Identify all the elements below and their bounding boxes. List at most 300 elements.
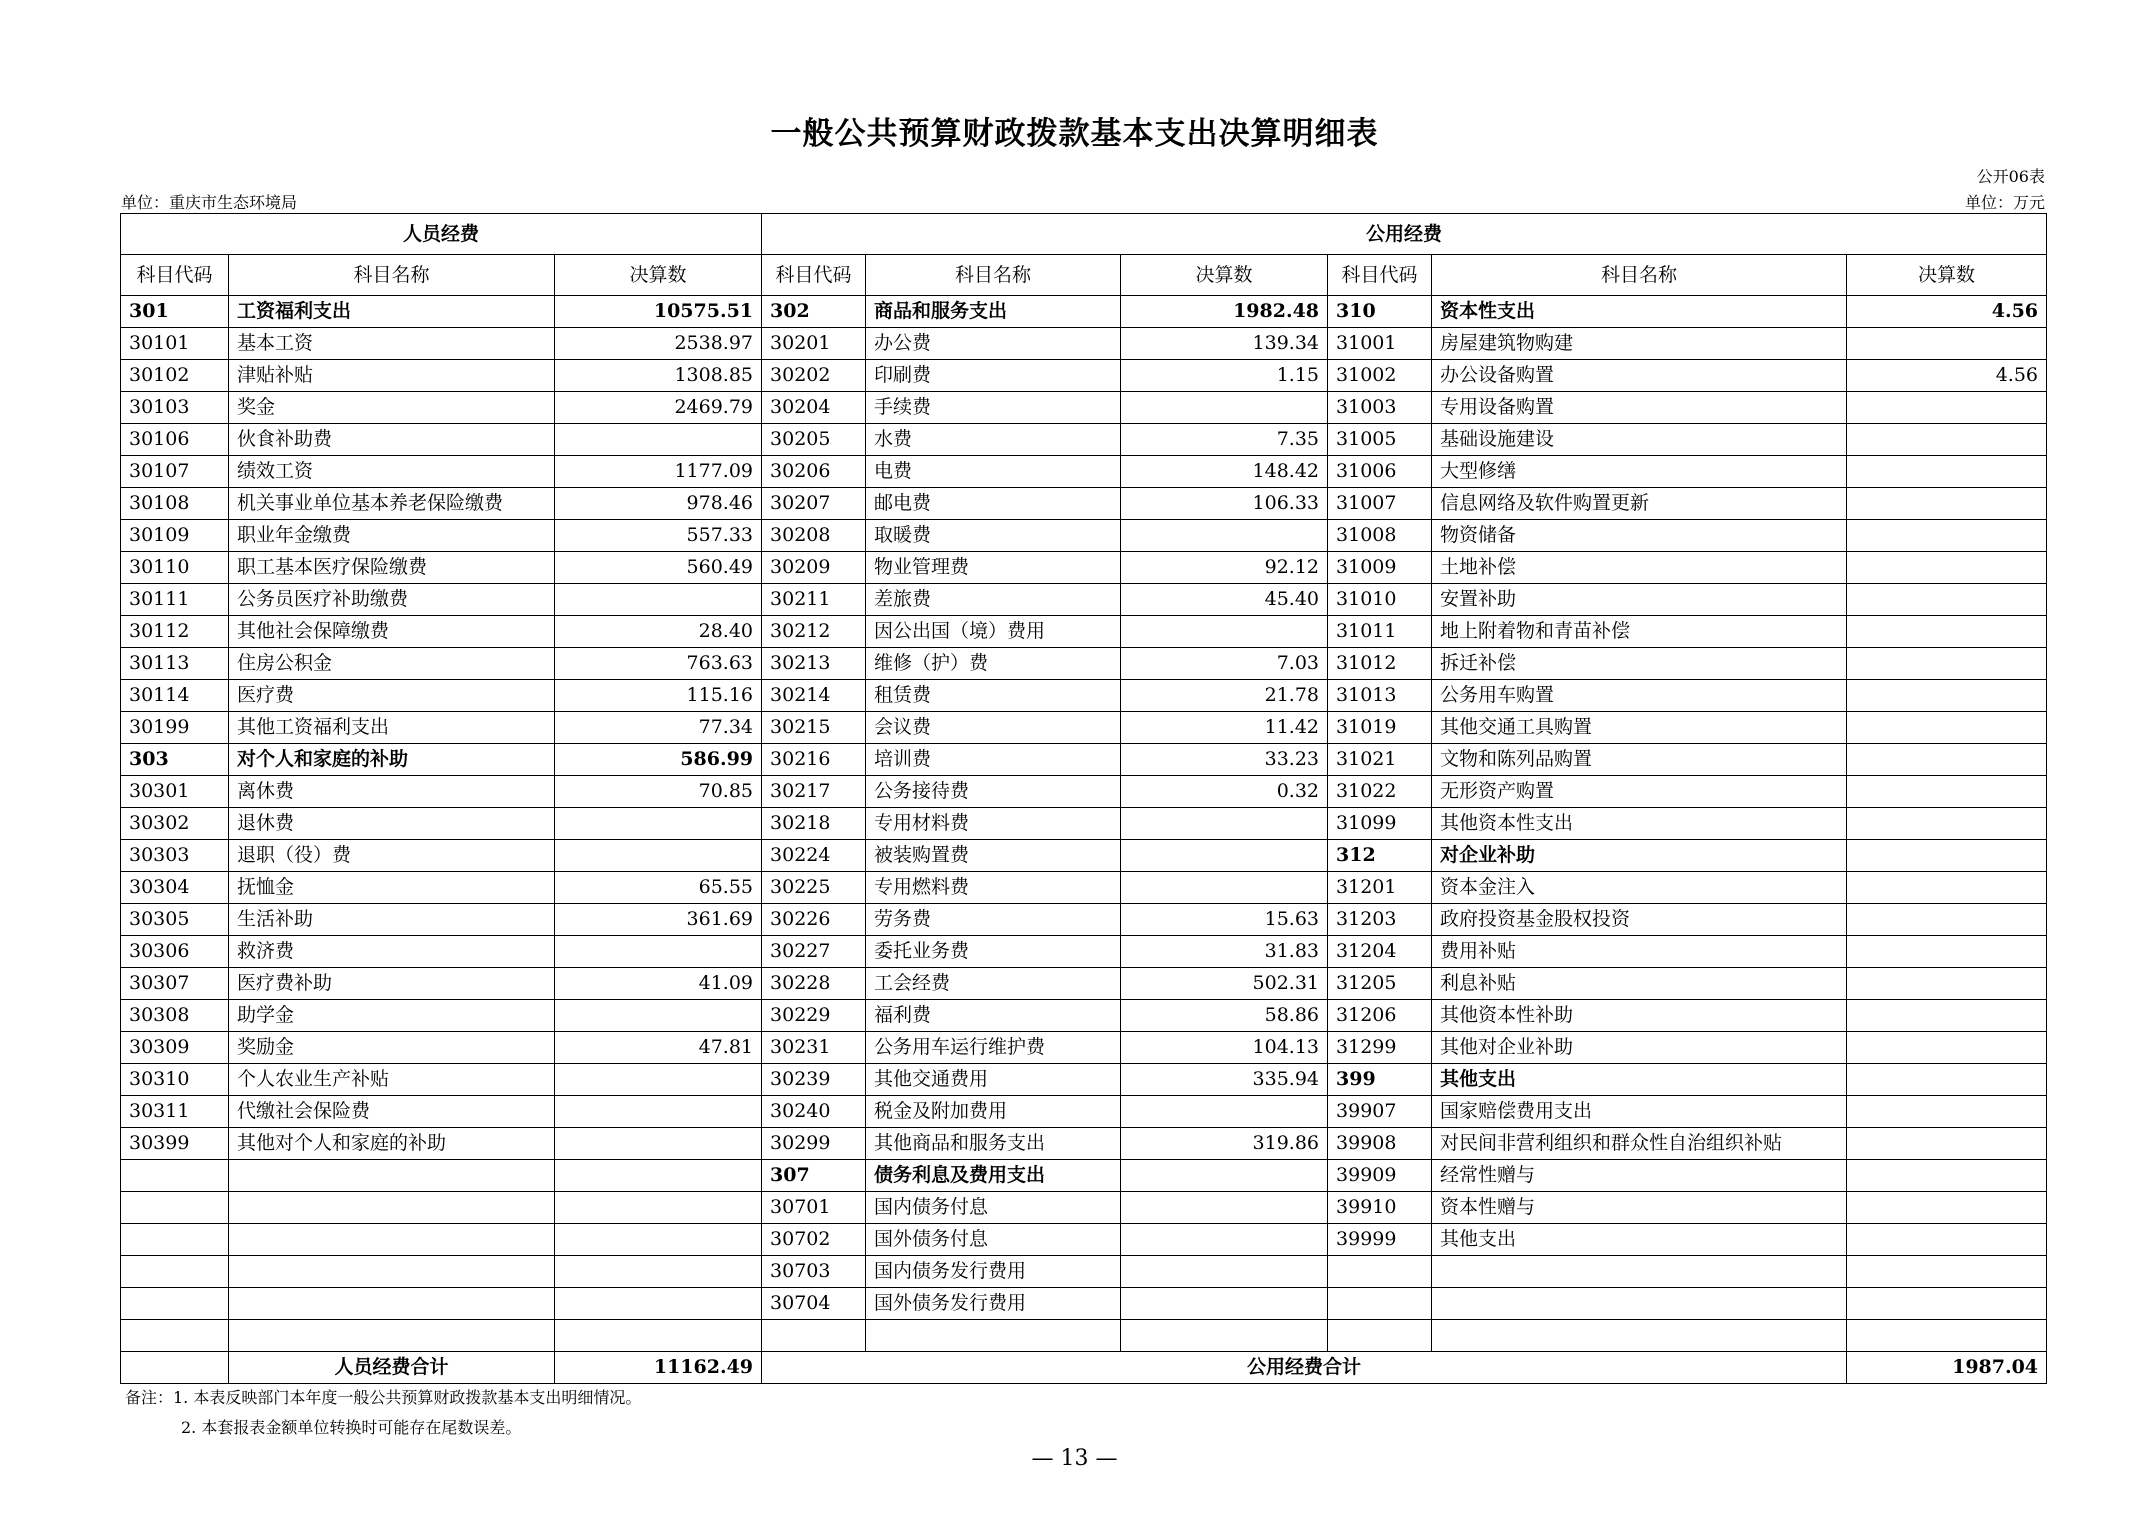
cell-amount: 115.16 — [555, 680, 762, 712]
cell-name — [229, 1256, 555, 1288]
cell-amount: 4.56 — [1847, 296, 2047, 328]
cell-amount — [1847, 1128, 2047, 1160]
cell-code: 30303 — [121, 840, 229, 872]
cell-code: 30106 — [121, 424, 229, 456]
cell-name: 办公费 — [866, 328, 1121, 360]
cell-code: 31012 — [1328, 648, 1432, 680]
cell-amount — [1847, 872, 2047, 904]
cell-amount — [555, 1288, 762, 1320]
cell-name: 住房公积金 — [229, 648, 555, 680]
cell-amount: 148.42 — [1121, 456, 1328, 488]
cell-name: 其他交通费用 — [866, 1064, 1121, 1096]
cell-amount: 4.56 — [1847, 360, 2047, 392]
cell-code — [121, 1192, 229, 1224]
cell-amount — [555, 1224, 762, 1256]
cell-name: 公务用车运行维护费 — [866, 1032, 1121, 1064]
cell-code: 31205 — [1328, 968, 1432, 1000]
cell-code: 30216 — [762, 744, 866, 776]
cell-code: 31003 — [1328, 392, 1432, 424]
total-personnel-label: 人员经费合计 — [229, 1352, 555, 1384]
cell-code: 30240 — [762, 1096, 866, 1128]
cell-name: 奖金 — [229, 392, 555, 424]
cell-amount — [1847, 1224, 2047, 1256]
cell-amount — [1121, 392, 1328, 424]
cell-name — [1432, 1288, 1847, 1320]
total-public-value: 1987.04 — [1847, 1352, 2047, 1384]
cell-name: 其他支出 — [1432, 1064, 1847, 1096]
table-row — [121, 1064, 2047, 1096]
cell-name: 抚恤金 — [229, 872, 555, 904]
table-row — [121, 360, 2047, 392]
cell-amount — [1121, 1192, 1328, 1224]
cell-name: 其他对企业补助 — [1432, 1032, 1847, 1064]
cell-name: 安置补助 — [1432, 584, 1847, 616]
cell-code: 30399 — [121, 1128, 229, 1160]
total-public-label: 公用经费合计 — [762, 1352, 1847, 1384]
cell-amount — [1847, 584, 2047, 616]
cell-amount — [1847, 1256, 2047, 1288]
cell-name: 利息补贴 — [1432, 968, 1847, 1000]
table-row — [121, 520, 2047, 552]
cell-name — [866, 1320, 1121, 1352]
cell-code: 30212 — [762, 616, 866, 648]
cell-amount — [1847, 680, 2047, 712]
cell-amount: 1.15 — [1121, 360, 1328, 392]
table-row — [121, 1320, 2047, 1352]
cell-code: 30224 — [762, 840, 866, 872]
cell-code: 310 — [1328, 296, 1432, 328]
cell-code — [121, 1224, 229, 1256]
table-row — [121, 680, 2047, 712]
cell-name: 文物和陈列品购置 — [1432, 744, 1847, 776]
cell-name: 国内债务付息 — [866, 1192, 1121, 1224]
cell-amount — [1121, 808, 1328, 840]
cell-name: 救济费 — [229, 936, 555, 968]
cell-code: 31021 — [1328, 744, 1432, 776]
cell-amount — [555, 1096, 762, 1128]
cell-code: 30202 — [762, 360, 866, 392]
cell-name: 机关事业单位基本养老保险缴费 — [229, 488, 555, 520]
cell-amount: 361.69 — [555, 904, 762, 936]
total-spacer-cell — [121, 1352, 229, 1384]
cell-amount — [1121, 1160, 1328, 1192]
table-row — [121, 808, 2047, 840]
cell-amount: 139.34 — [1121, 328, 1328, 360]
cell-name: 其他工资福利支出 — [229, 712, 555, 744]
cell-amount: 33.23 — [1121, 744, 1328, 776]
cell-name: 其他社会保障缴费 — [229, 616, 555, 648]
cell-name: 政府投资基金股权投资 — [1432, 904, 1847, 936]
cell-name: 其他商品和服务支出 — [866, 1128, 1121, 1160]
cell-amount: 502.31 — [1121, 968, 1328, 1000]
cell-amount: 58.86 — [1121, 1000, 1328, 1032]
cell-name: 工资福利支出 — [229, 296, 555, 328]
cell-amount: 763.63 — [555, 648, 762, 680]
table-row — [121, 968, 2047, 1000]
cell-code: 30704 — [762, 1288, 866, 1320]
cell-amount — [1847, 904, 2047, 936]
cell-amount — [1847, 744, 2047, 776]
cell-code: 30301 — [121, 776, 229, 808]
cell-code: 30299 — [762, 1128, 866, 1160]
cell-amount: 7.03 — [1121, 648, 1328, 680]
cell-code: 31204 — [1328, 936, 1432, 968]
cell-name: 办公设备购置 — [1432, 360, 1847, 392]
cell-code: 31008 — [1328, 520, 1432, 552]
cell-name: 奖励金 — [229, 1032, 555, 1064]
cell-code: 30103 — [121, 392, 229, 424]
cell-amount — [555, 1192, 762, 1224]
section-personnel-header: 人员经费 — [121, 214, 762, 255]
column-header-amount: 决算数 — [555, 255, 762, 296]
cell-name: 商品和服务支出 — [866, 296, 1121, 328]
cell-code: 30308 — [121, 1000, 229, 1032]
cell-amount: 319.86 — [1121, 1128, 1328, 1160]
cell-code: 30306 — [121, 936, 229, 968]
cell-amount — [1121, 840, 1328, 872]
cell-name: 退职（役）费 — [229, 840, 555, 872]
cell-name — [229, 1288, 555, 1320]
cell-code: 30305 — [121, 904, 229, 936]
cell-code: 301 — [121, 296, 229, 328]
table-row — [121, 584, 2047, 616]
cell-amount: 106.33 — [1121, 488, 1328, 520]
cell-name: 助学金 — [229, 1000, 555, 1032]
table-row — [121, 552, 2047, 584]
cell-name: 公务接待费 — [866, 776, 1121, 808]
cell-code: 30225 — [762, 872, 866, 904]
cell-code: 30218 — [762, 808, 866, 840]
cell-code: 39907 — [1328, 1096, 1432, 1128]
table-row — [121, 1256, 2047, 1288]
note-2: 2. 本套报表金额单位转换时可能存在尾数误差。 — [181, 1418, 522, 1437]
cell-code — [1328, 1320, 1432, 1352]
cell-amount: 31.83 — [1121, 936, 1328, 968]
page-title: 一般公共预算财政拨款基本支出决算明细表 — [770, 116, 1379, 152]
cell-code: 30209 — [762, 552, 866, 584]
table-row — [121, 1128, 2047, 1160]
cell-name: 地上附着物和青苗补偿 — [1432, 616, 1847, 648]
cell-name: 印刷费 — [866, 360, 1121, 392]
cell-amount — [1121, 1256, 1328, 1288]
table-row — [121, 1000, 2047, 1032]
cell-amount: 557.33 — [555, 520, 762, 552]
cell-code: 30205 — [762, 424, 866, 456]
column-header-amount: 决算数 — [1121, 255, 1328, 296]
cell-amount: 7.35 — [1121, 424, 1328, 456]
cell-amount: 10575.51 — [555, 296, 762, 328]
expenditure-table — [120, 213, 2047, 1384]
column-header-code: 科目代码 — [121, 255, 229, 296]
cell-code: 30107 — [121, 456, 229, 488]
cell-code: 30102 — [121, 360, 229, 392]
cell-amount — [555, 808, 762, 840]
table-row — [121, 744, 2047, 776]
cell-amount — [1847, 648, 2047, 680]
cell-name: 职业年金缴费 — [229, 520, 555, 552]
cell-name: 公务员医疗补助缴费 — [229, 584, 555, 616]
cell-amount — [1847, 1192, 2047, 1224]
cell-name: 无形资产购置 — [1432, 776, 1847, 808]
cell-name: 对个人和家庭的补助 — [229, 744, 555, 776]
cell-name — [229, 1160, 555, 1192]
cell-amount: 45.40 — [1121, 584, 1328, 616]
table-row — [121, 840, 2047, 872]
cell-name: 国内债务发行费用 — [866, 1256, 1121, 1288]
cell-code: 307 — [762, 1160, 866, 1192]
cell-amount — [1847, 1096, 2047, 1128]
cell-amount: 104.13 — [1121, 1032, 1328, 1064]
cell-code — [121, 1288, 229, 1320]
cell-code: 31005 — [1328, 424, 1432, 456]
form-number: 公开06表 — [1976, 167, 2045, 186]
cell-code: 30231 — [762, 1032, 866, 1064]
cell-amount: 560.49 — [555, 552, 762, 584]
cell-name: 生活补助 — [229, 904, 555, 936]
cell-name: 基础设施建设 — [1432, 424, 1847, 456]
cell-name: 邮电费 — [866, 488, 1121, 520]
table-row — [121, 1224, 2047, 1256]
cell-amount: 1982.48 — [1121, 296, 1328, 328]
cell-code: 39908 — [1328, 1128, 1432, 1160]
cell-code: 39910 — [1328, 1192, 1432, 1224]
cell-name: 委托业务费 — [866, 936, 1121, 968]
cell-amount — [1847, 520, 2047, 552]
notes — [125, 1383, 641, 1443]
cell-name: 工会经费 — [866, 968, 1121, 1000]
cell-amount: 41.09 — [555, 968, 762, 1000]
currency-unit-label: 单位：万元 — [1964, 193, 2045, 212]
cell-amount — [1121, 520, 1328, 552]
cell-amount — [555, 1256, 762, 1288]
table-row — [121, 392, 2047, 424]
cell-amount: 2538.97 — [555, 328, 762, 360]
cell-amount — [1847, 1032, 2047, 1064]
cell-amount — [555, 840, 762, 872]
cell-code: 30111 — [121, 584, 229, 616]
cell-code: 30109 — [121, 520, 229, 552]
cell-name: 维修（护）费 — [866, 648, 1121, 680]
cell-name: 培训费 — [866, 744, 1121, 776]
cell-code: 39909 — [1328, 1160, 1432, 1192]
table-row — [121, 488, 2047, 520]
table-row — [121, 296, 2047, 328]
cell-code: 30208 — [762, 520, 866, 552]
table-row — [121, 1160, 2047, 1192]
cell-code: 30307 — [121, 968, 229, 1000]
table-row — [121, 648, 2047, 680]
cell-name: 其他资本性补助 — [1432, 1000, 1847, 1032]
total-personnel-value: 11162.49 — [555, 1352, 762, 1384]
column-header-name: 科目名称 — [866, 255, 1121, 296]
table-row — [121, 456, 2047, 488]
cell-name: 其他资本性支出 — [1432, 808, 1847, 840]
cell-amount — [1847, 552, 2047, 584]
cell-code: 30108 — [121, 488, 229, 520]
cell-code: 31019 — [1328, 712, 1432, 744]
cell-amount: 335.94 — [1121, 1064, 1328, 1096]
cell-name: 医疗费 — [229, 680, 555, 712]
cell-code: 31299 — [1328, 1032, 1432, 1064]
cell-name: 福利费 — [866, 1000, 1121, 1032]
column-header-amount: 决算数 — [1847, 255, 2047, 296]
cell-name — [1432, 1320, 1847, 1352]
cell-name: 资本金注入 — [1432, 872, 1847, 904]
table-row — [121, 1288, 2047, 1320]
cell-name: 手续费 — [866, 392, 1121, 424]
cell-name: 房屋建筑物购建 — [1432, 328, 1847, 360]
cell-amount: 11.42 — [1121, 712, 1328, 744]
note-1: 备注：1. 本表反映部门本年度一般公共预算财政拨款基本支出明细情况。 — [125, 1388, 642, 1407]
cell-amount — [555, 1064, 762, 1096]
cell-code: 31206 — [1328, 1000, 1432, 1032]
cell-code — [1328, 1256, 1432, 1288]
cell-amount — [1121, 872, 1328, 904]
cell-amount — [1847, 1320, 2047, 1352]
cell-amount — [1847, 1160, 2047, 1192]
table-row — [121, 1032, 2047, 1064]
cell-amount — [1847, 616, 2047, 648]
cell-name: 租赁费 — [866, 680, 1121, 712]
cell-name: 伙食补助费 — [229, 424, 555, 456]
cell-name: 资本性支出 — [1432, 296, 1847, 328]
cell-amount: 978.46 — [555, 488, 762, 520]
column-header-code: 科目代码 — [1328, 255, 1432, 296]
cell-name: 退休费 — [229, 808, 555, 840]
cell-amount — [1847, 456, 2047, 488]
cell-name: 劳务费 — [866, 904, 1121, 936]
cell-amount: 0.32 — [1121, 776, 1328, 808]
cell-name: 职工基本医疗保险缴费 — [229, 552, 555, 584]
cell-code: 30114 — [121, 680, 229, 712]
cell-code: 312 — [1328, 840, 1432, 872]
cell-code: 30226 — [762, 904, 866, 936]
cell-code: 30199 — [121, 712, 229, 744]
cell-amount — [555, 1128, 762, 1160]
cell-code: 30703 — [762, 1256, 866, 1288]
cell-amount — [555, 936, 762, 968]
cell-amount: 15.63 — [1121, 904, 1328, 936]
cell-name — [229, 1192, 555, 1224]
cell-code: 31001 — [1328, 328, 1432, 360]
cell-name: 国外债务发行费用 — [866, 1288, 1121, 1320]
cell-code: 30304 — [121, 872, 229, 904]
cell-code: 30211 — [762, 584, 866, 616]
cell-code: 30310 — [121, 1064, 229, 1096]
cell-code — [121, 1320, 229, 1352]
cell-code: 30229 — [762, 1000, 866, 1032]
cell-name: 会议费 — [866, 712, 1121, 744]
cell-name: 物资储备 — [1432, 520, 1847, 552]
cell-amount: 70.85 — [555, 776, 762, 808]
cell-name — [229, 1320, 555, 1352]
column-header-code: 科目代码 — [762, 255, 866, 296]
cell-amount — [1121, 1288, 1328, 1320]
cell-code: 39999 — [1328, 1224, 1432, 1256]
cell-code: 30112 — [121, 616, 229, 648]
cell-amount — [555, 1160, 762, 1192]
cell-name: 专用材料费 — [866, 808, 1121, 840]
cell-code: 31099 — [1328, 808, 1432, 840]
cell-name: 取暖费 — [866, 520, 1121, 552]
cell-name: 绩效工资 — [229, 456, 555, 488]
table-row — [121, 712, 2047, 744]
cell-name: 其他交通工具购置 — [1432, 712, 1847, 744]
cell-code: 31022 — [1328, 776, 1432, 808]
cell-code: 30113 — [121, 648, 229, 680]
cell-code: 30309 — [121, 1032, 229, 1064]
cell-code: 31002 — [1328, 360, 1432, 392]
cell-name: 拆迁补偿 — [1432, 648, 1847, 680]
cell-code: 30311 — [121, 1096, 229, 1128]
table-body — [121, 296, 2047, 1352]
column-header-name: 科目名称 — [1432, 255, 1847, 296]
cell-amount: 1308.85 — [555, 360, 762, 392]
cell-code: 31013 — [1328, 680, 1432, 712]
cell-name: 专用燃料费 — [866, 872, 1121, 904]
table-row — [121, 616, 2047, 648]
cell-code: 30213 — [762, 648, 866, 680]
cell-name: 对企业补助 — [1432, 840, 1847, 872]
cell-amount: 77.34 — [555, 712, 762, 744]
cell-amount: 47.81 — [555, 1032, 762, 1064]
cell-amount — [1847, 488, 2047, 520]
cell-name: 经常性赠与 — [1432, 1160, 1847, 1192]
cell-name: 税金及附加费用 — [866, 1096, 1121, 1128]
cell-name: 差旅费 — [866, 584, 1121, 616]
column-header-name: 科目名称 — [229, 255, 555, 296]
cell-amount: 28.40 — [555, 616, 762, 648]
page-number: — 13 — — [1031, 1446, 1118, 1471]
cell-code: 30101 — [121, 328, 229, 360]
cell-amount — [1847, 936, 2047, 968]
cell-code: 30302 — [121, 808, 229, 840]
cell-name: 其他支出 — [1432, 1224, 1847, 1256]
cell-code — [121, 1256, 229, 1288]
cell-name — [1432, 1256, 1847, 1288]
cell-name: 公务用车购置 — [1432, 680, 1847, 712]
cell-name: 被装购置费 — [866, 840, 1121, 872]
cell-code: 303 — [121, 744, 229, 776]
cell-name: 国家赔偿费用支出 — [1432, 1096, 1847, 1128]
cell-code: 30227 — [762, 936, 866, 968]
table-row — [121, 1096, 2047, 1128]
cell-amount — [1121, 616, 1328, 648]
cell-name: 基本工资 — [229, 328, 555, 360]
cell-name: 因公出国（境）费用 — [866, 616, 1121, 648]
cell-code — [121, 1160, 229, 1192]
cell-amount — [1847, 392, 2047, 424]
cell-amount — [555, 1000, 762, 1032]
cell-name — [229, 1224, 555, 1256]
cell-amount — [1847, 1288, 2047, 1320]
unit-label: 单位：重庆市生态环境局 — [121, 193, 298, 212]
cell-code: 31009 — [1328, 552, 1432, 584]
cell-name: 个人农业生产补贴 — [229, 1064, 555, 1096]
cell-code: 30206 — [762, 456, 866, 488]
table-row — [121, 872, 2047, 904]
cell-code: 30207 — [762, 488, 866, 520]
cell-amount — [555, 584, 762, 616]
cell-code: 31007 — [1328, 488, 1432, 520]
cell-code: 302 — [762, 296, 866, 328]
cell-amount: 1177.09 — [555, 456, 762, 488]
cell-name: 资本性赠与 — [1432, 1192, 1847, 1224]
cell-amount — [1121, 1224, 1328, 1256]
cell-amount: 21.78 — [1121, 680, 1328, 712]
cell-name: 大型修缮 — [1432, 456, 1847, 488]
cell-amount: 2469.79 — [555, 392, 762, 424]
